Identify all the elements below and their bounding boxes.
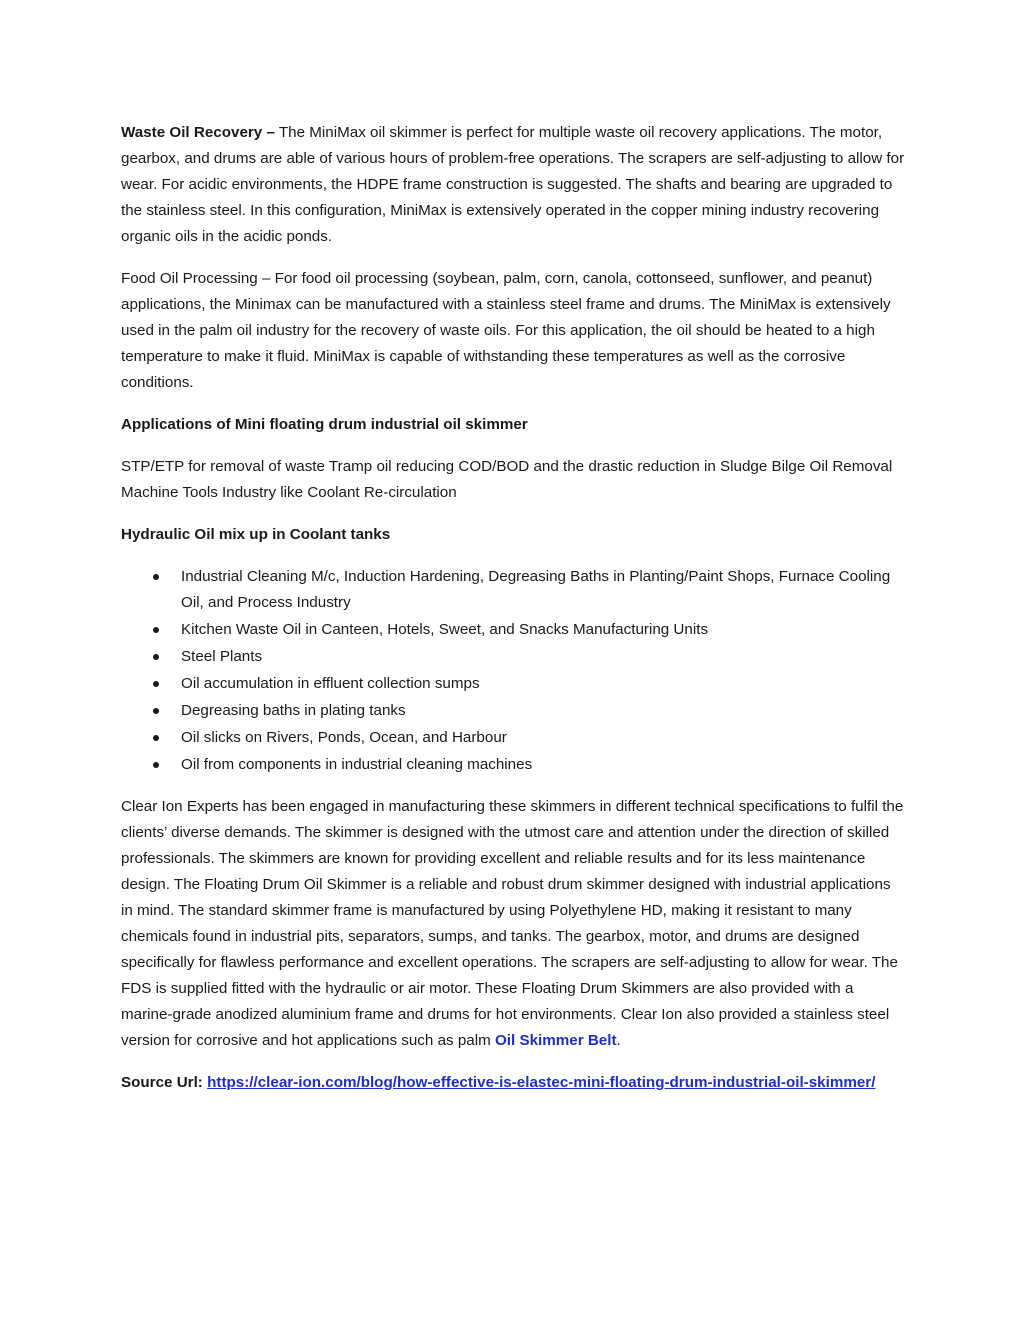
list-item: Degreasing baths in plating tanks [121,698,906,724]
list-item: Oil from components in industrial cleaning machines [121,752,906,778]
bullet-icon [153,762,159,768]
paragraph-waste-oil-recovery [121,120,906,250]
bullet-icon [153,735,159,741]
list-item: Kitchen Waste Oil in Canteen, Hotels, Sweet, and Snacks Manufacturing Units [121,617,906,643]
bullet-icon [153,654,159,660]
bullet-icon [153,681,159,687]
section-heading-applications: Applications of Mini floating drum industrial oil skimmer [121,416,528,433]
section-heading-hydraulic-oil: Hydraulic Oil mix up in Coolant tanks [121,526,391,543]
paragraph-food-oil-processing: Food Oil Processing – For food oil processing (soybean, palm, corn, canola, cottonseed, sunflower, and peanut) applications, the Minimax can be manufactured with a stainless steel frame and drums. The MiniMax is extensively used in the palm oil industry for the recovery of waste oils. For this application, the oil should be heated to a high temperature to make it fluid. MiniMax is capable of withstanding these temperatures as well as the corrosive conditions. [121,270,891,391]
source-url-link[interactable]: https://clear-ion.com/blog/how-effective-is-elastec-mini-floating-drum-industrial-oil-skimmer/ [207,1074,876,1091]
bullet-icon [153,627,159,633]
bullet-icon [153,574,159,580]
paragraph-clear-ion-experts: Clear Ion Experts has been engaged in manufacturing these skimmers in different technical specifications to fulfil the clients’ diverse demands. The skimmer is designed with the utmost care and attention under the direction of skilled professionals. The skimmers are known for providing excellent and reliable results and for its less maintenance design. The Floating Drum Oil Skimmer is a reliable and robust drum skimmer designed with industrial applications in mind. The standard skimmer frame is manufactured by using Polyethylene HD, making it resistant to many chemicals found in industrial pits, separators, sumps, and tanks. The gearbox, motor, and drums are designed specifically for flawless performance and excellent operations. The scrapers are self-adjusting to allow for wear. The FDS is supplied fitted with the hydraulic or air motor. These Floating Drum Skimmers are also provided with a marine-grade anodized aluminium frame and drums for hot environments. Clear Ion also provided a stainless steel version for corrosive and hot applications such as palm Oil Skimmer Belt. [121,798,904,1049]
list-item: Oil accumulation in effluent collection sumps [121,671,906,697]
source-url-line [121,1070,906,1096]
oil-skimmer-belt-link[interactable]: Oil Skimmer Belt [494,1032,617,1049]
list-item: Industrial Cleaning M/c, Induction Hardening, Degreasing Baths in Planting/Paint Shops, Furnace Cooling Oil, and Process Industry [121,564,906,616]
document-page [121,120,906,1112]
list-item: Steel Plants [121,644,906,670]
bullet-icon [153,708,159,714]
list-item: Oil slicks on Rivers, Ponds, Ocean, and Harbour [121,725,906,751]
bullet-list [121,564,906,778]
paragraph-stp-etp: STP/ETP for removal of waste Tramp oil reducing COD/BOD and the drastic reduction in Sludge Bilge Oil Removal Machine Tools Industry like Coolant Re-circulation [121,458,893,501]
paragraph-text: The MiniMax oil skimmer is perfect for multiple waste oil recovery applications. The motor, gearbox, and drums are able of various hours of problem-free operations. The scrapers are self-adjusting to allow for wear. For acidic environments, the HDPE frame construction is suggested. The shafts and bearing are upgraded to the stainless steel. In this configuration, MiniMax is extensively operated in the copper mining industry recovering organic oils in the acidic ponds. [121,124,905,245]
source-url-label: Source Url: [121,1074,203,1091]
paragraph-lead: Waste Oil Recovery – [121,124,275,141]
